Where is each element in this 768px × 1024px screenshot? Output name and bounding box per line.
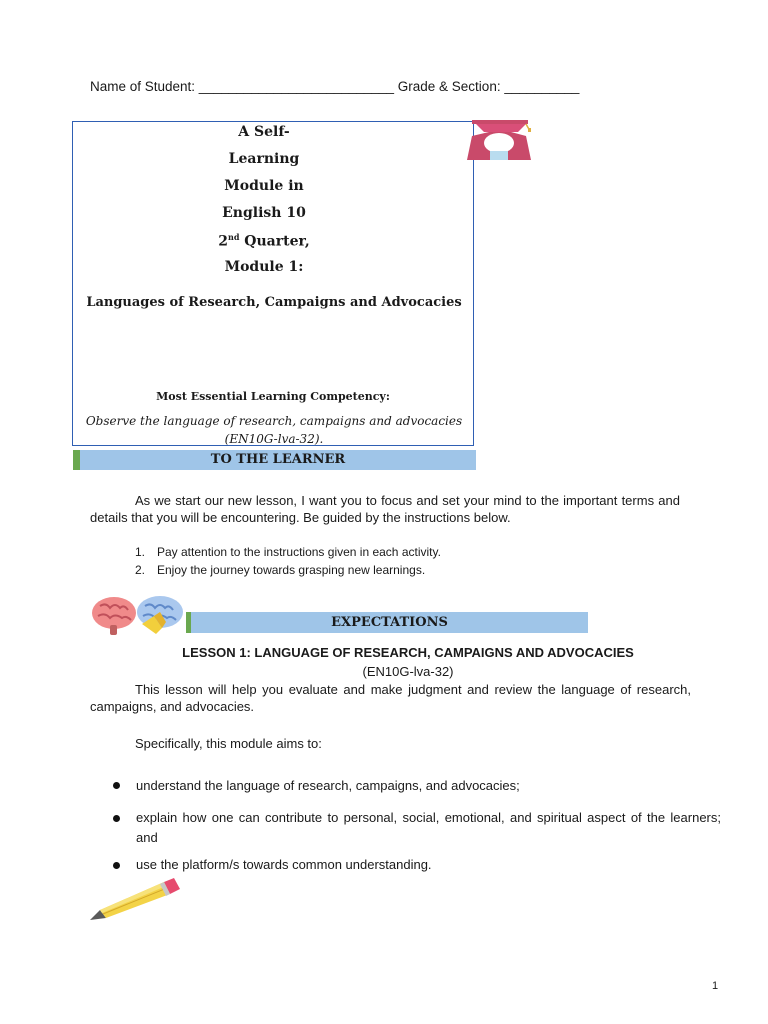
- list-item: explain how one can contribute to personal, social, emotional, and spiritual aspect of the learners; and: [136, 810, 721, 845]
- bullet-dot: [113, 815, 120, 822]
- to-learner-banner: [80, 450, 476, 470]
- list-item: Pay attention to the instructions given in each activity.: [157, 545, 441, 559]
- list-number-1: 1.: [135, 545, 146, 559]
- title-line-3: Module in: [224, 178, 304, 194]
- title-line-2: Learning: [228, 151, 300, 167]
- lesson-title: LESSON 1: LANGUAGE OF RESEARCH, CAMPAIGNS AND ADVOCACIES: [182, 645, 634, 660]
- student-info-line: Name of Student: __________________________ Grade & Section: __________: [90, 79, 580, 94]
- module-subtitle: Languages of Research, Campaigns and Advocacies: [86, 295, 462, 310]
- title-quarter: [64, 232, 464, 250]
- expectations-banner: [191, 612, 588, 633]
- list-item: understand the language of research, campaigns, and advocacies;: [136, 778, 520, 793]
- module-title-box: [72, 121, 474, 446]
- expectations-heading: EXPECTATIONS: [331, 615, 448, 630]
- pencil-icon: [88, 878, 184, 922]
- title-line-6: Module 1:: [224, 259, 304, 275]
- aims-intro: Specifically, this module aims to:: [135, 736, 322, 751]
- melc-text: Observe the language of research, campaigns and advocacies (EN10G-lva-32).: [85, 414, 463, 446]
- banner-accent: [73, 450, 80, 470]
- to-learner-heading: TO THE LEARNER: [210, 452, 346, 467]
- learner-intro: As we start our new lesson, I want you to focus and set your mind to the important terms and details that you will be encountering. Be guided by the instructions below.: [90, 493, 680, 525]
- brain-icon: [90, 594, 186, 636]
- lesson-intro: This lesson will help you evaluate and make judgment and review the language of research, campaigns, and advocacies.: [90, 682, 691, 714]
- graduate-icon: [464, 120, 534, 162]
- melc-heading: Most Essential Learning Competency:: [156, 390, 390, 403]
- quarter-suffix: nd: [228, 232, 240, 242]
- title-line-4: English 10: [222, 205, 306, 221]
- list-item: Enjoy the journey towards grasping new learnings.: [157, 563, 426, 577]
- bullet-dot: [113, 782, 120, 789]
- bullet-dot: [113, 862, 120, 869]
- page-number: 1: [712, 980, 719, 992]
- list-item: use the platform/s towards common understanding.: [136, 857, 432, 872]
- quarter-word: Quarter,: [239, 233, 310, 250]
- quarter-number: 2: [218, 233, 228, 250]
- list-number-2: 2.: [135, 563, 146, 577]
- lesson-code: (EN10G-lva-32): [362, 664, 454, 679]
- title-line-1: A Self-: [238, 124, 290, 140]
